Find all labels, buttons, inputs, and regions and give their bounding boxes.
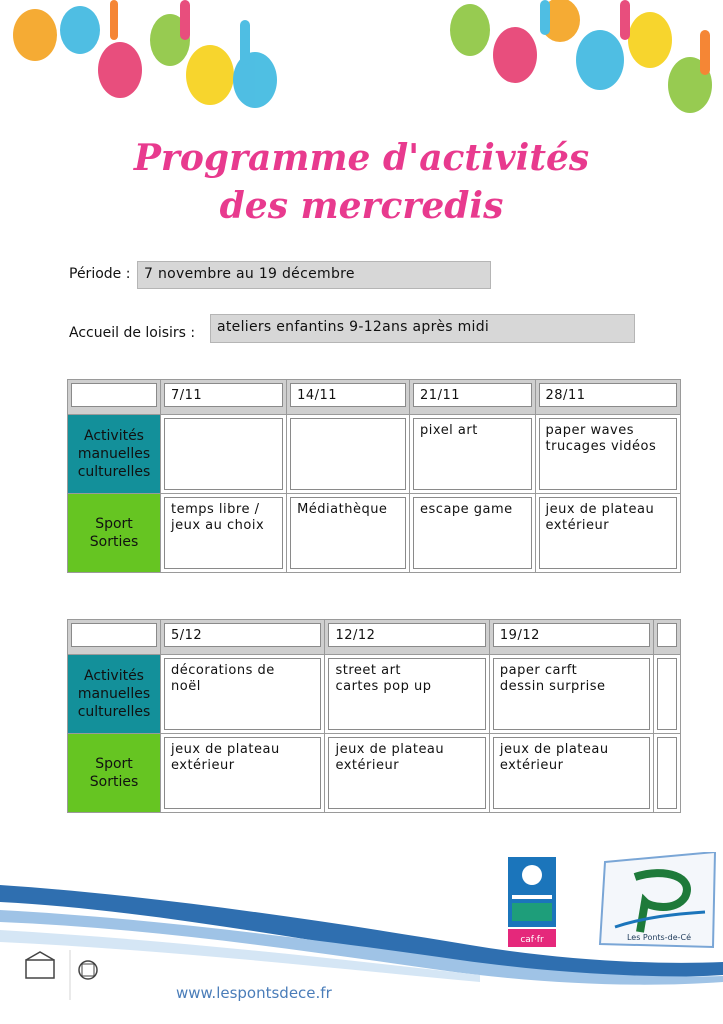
- date-header-cell: 19/12: [493, 623, 650, 647]
- schedule-table-november: [67, 379, 681, 573]
- date-header-cell: [657, 623, 677, 647]
- date-header-cell: [71, 623, 157, 647]
- activity-cell: pixel art: [413, 418, 531, 490]
- category-label: Sport Sorties: [89, 516, 139, 550]
- ponts-de-ce-logo: [595, 852, 723, 952]
- caf-logo: [508, 857, 556, 955]
- date-header-cell: 28/11: [539, 383, 677, 407]
- activity-cell: paper carft dessin surprise: [493, 658, 650, 730]
- activity-cell: [657, 658, 677, 730]
- unesco-logo: [22, 948, 142, 1008]
- date-header-cell: 5/12: [164, 623, 321, 647]
- activity-cell: [290, 418, 406, 490]
- date-header-cell: 21/11: [413, 383, 531, 407]
- svg-text:caf·fr: caf·fr: [520, 935, 544, 945]
- ponts-logo-graphic: [595, 852, 723, 952]
- category-label: Activités manuelles culturelles: [77, 668, 151, 720]
- date-header-cell: 12/12: [328, 623, 485, 647]
- activity-cell: jeux de plateau extérieur: [493, 737, 650, 809]
- website-link[interactable]: www.lespontsdece.fr: [176, 984, 332, 1002]
- schedule-table-december: [67, 619, 681, 813]
- category-activites: [68, 655, 161, 734]
- category-activites: [68, 415, 161, 494]
- table-row: [68, 494, 681, 573]
- activity-cell: décorations de noël: [164, 658, 321, 730]
- unesco-block: [22, 948, 142, 1008]
- activity-cell: temps libre / jeux au choix: [164, 497, 283, 569]
- date-header-row: [68, 620, 681, 655]
- activity-cell: street art cartes pop up: [328, 658, 485, 730]
- category-label: Sport Sorties: [89, 756, 139, 790]
- table-row: [68, 655, 681, 734]
- table-row: [68, 415, 681, 494]
- date-header-cell: 14/11: [290, 383, 406, 407]
- date-header-cell: 7/11: [164, 383, 283, 407]
- table-row: [68, 734, 681, 813]
- activity-cell: jeux de plateau extérieur: [328, 737, 485, 809]
- painted-hands-decoration: [0, 0, 723, 125]
- activity-cell: Médiathèque: [290, 497, 406, 569]
- caf-logo-graphic: [508, 857, 556, 955]
- activity-cell: [657, 737, 677, 809]
- svg-text:Les Ponts-de-Cé: Les Ponts-de-Cé: [626, 933, 692, 942]
- date-header-cell: [71, 383, 157, 407]
- category-sport: [68, 494, 161, 573]
- hands-illustration: [0, 0, 723, 125]
- page-title-line1: Programme d'activités: [133, 137, 590, 179]
- activity-cell: paper waves trucages vidéos: [539, 418, 677, 490]
- activity-cell: escape game: [413, 497, 531, 569]
- page-title-line2: des mercredis: [219, 185, 504, 227]
- activity-cell: [164, 418, 283, 490]
- category-sport: [68, 734, 161, 813]
- accueil-field: ateliers enfantins 9-12ans après midi: [210, 314, 635, 343]
- activity-cell: jeux de plateau extérieur: [539, 497, 677, 569]
- accueil-label: Accueil de loisirs :: [69, 325, 196, 341]
- date-header-row: [68, 380, 681, 415]
- category-label: Activités manuelles culturelles: [77, 428, 151, 480]
- periode-field: 7 novembre au 19 décembre: [137, 261, 491, 289]
- periode-label: Période :: [69, 266, 131, 282]
- activity-cell: jeux de plateau extérieur: [164, 737, 321, 809]
